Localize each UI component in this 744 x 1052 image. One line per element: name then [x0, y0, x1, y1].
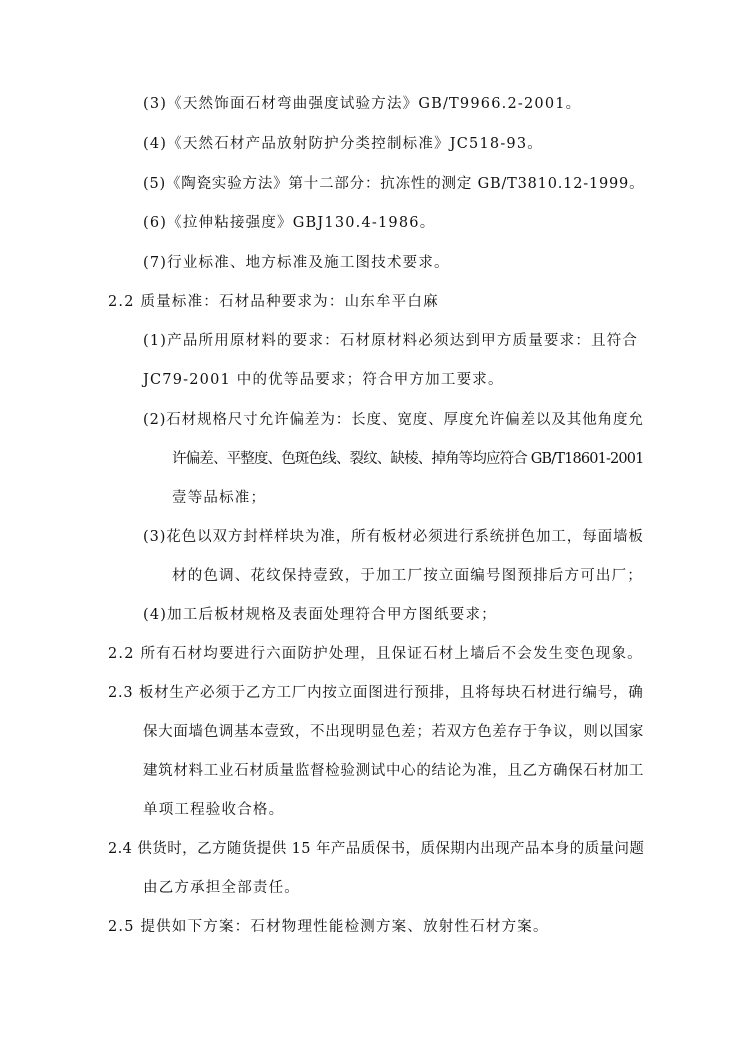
text-line: 由乙方承担全部责任。 — [143, 880, 300, 896]
text-line: (4)《天然石材产品放射防护分类控制标准》JC518-93。 — [143, 136, 543, 152]
text-line: (7)行业标准、地方标准及施工图技术要求。 — [143, 255, 450, 271]
text-line: 保大面墙色调基本壹致，不出现明显色差；若双方色差存于争议，则以国家 — [143, 724, 645, 740]
section-paragraph: 2.2 所有石材均要进行六面防护处理，且保证石材上墙后不会发生变色现象。 — [108, 646, 643, 662]
section-paragraph: 2.4 供货时，乙方随货提供 15 年产品质保书，质保期内出现产品本身的质量问题 — [108, 841, 645, 857]
section-heading: 2.2 质量标准：石材品种要求为：山东牟平白麻 — [108, 294, 439, 310]
section-paragraph: 2.5 提供如下方案：石材物理性能检测方案、放射性石材方案。 — [108, 919, 549, 935]
section-paragraph: 2.3 板材生产必须于乙方工厂内按立面图进行预排，且将每块石材进行编号，确 — [108, 685, 644, 701]
text-line: (6)《拉伸粘接强度》GBJ130.4-1986。 — [143, 215, 436, 231]
text-line: 壹等品标准； — [172, 490, 267, 506]
text-line: (3)花色以双方封样样块为准，所有板材必须进行系统拼色加工，每面墙板 — [143, 529, 644, 545]
text-line: JC79-2001 中的优等品要求；符合甲方加工要求。 — [143, 372, 504, 388]
text-line: 单项工程验收合格。 — [143, 802, 285, 818]
text-line: (2)石材规格尺寸允许偏差为：长度、宽度、厚度允许偏差以及其他角度允 — [143, 412, 644, 428]
text-line: (5)《陶瓷实验方法》第十二部分：抗冻性的测定 GB/T3810.12-1999。 — [143, 176, 645, 192]
text-line: (4)加工后板材规格及表面处理符合甲方图纸要求； — [143, 607, 497, 623]
text-line: 建筑材料工业石材质量监督检验测试中心的结论为准，且乙方确保石材加工 — [143, 763, 645, 779]
text-line: (1)产品所用原材料的要求：石材原材料必须达到甲方质量要求：且符合 — [143, 333, 639, 349]
text-line: 材的色调、花纹保持壹致，于加工厂按立面编号图预排后方可出厂； — [172, 568, 643, 584]
text-line: (3)《天然饰面石材弯曲强度试验方法》GB/T9966.2-2001。 — [143, 96, 582, 112]
text-line: 许偏差、平整度、色斑色线、裂纹、缺棱、掉角等均应符合 GB/T18601-2001 — [172, 451, 644, 467]
